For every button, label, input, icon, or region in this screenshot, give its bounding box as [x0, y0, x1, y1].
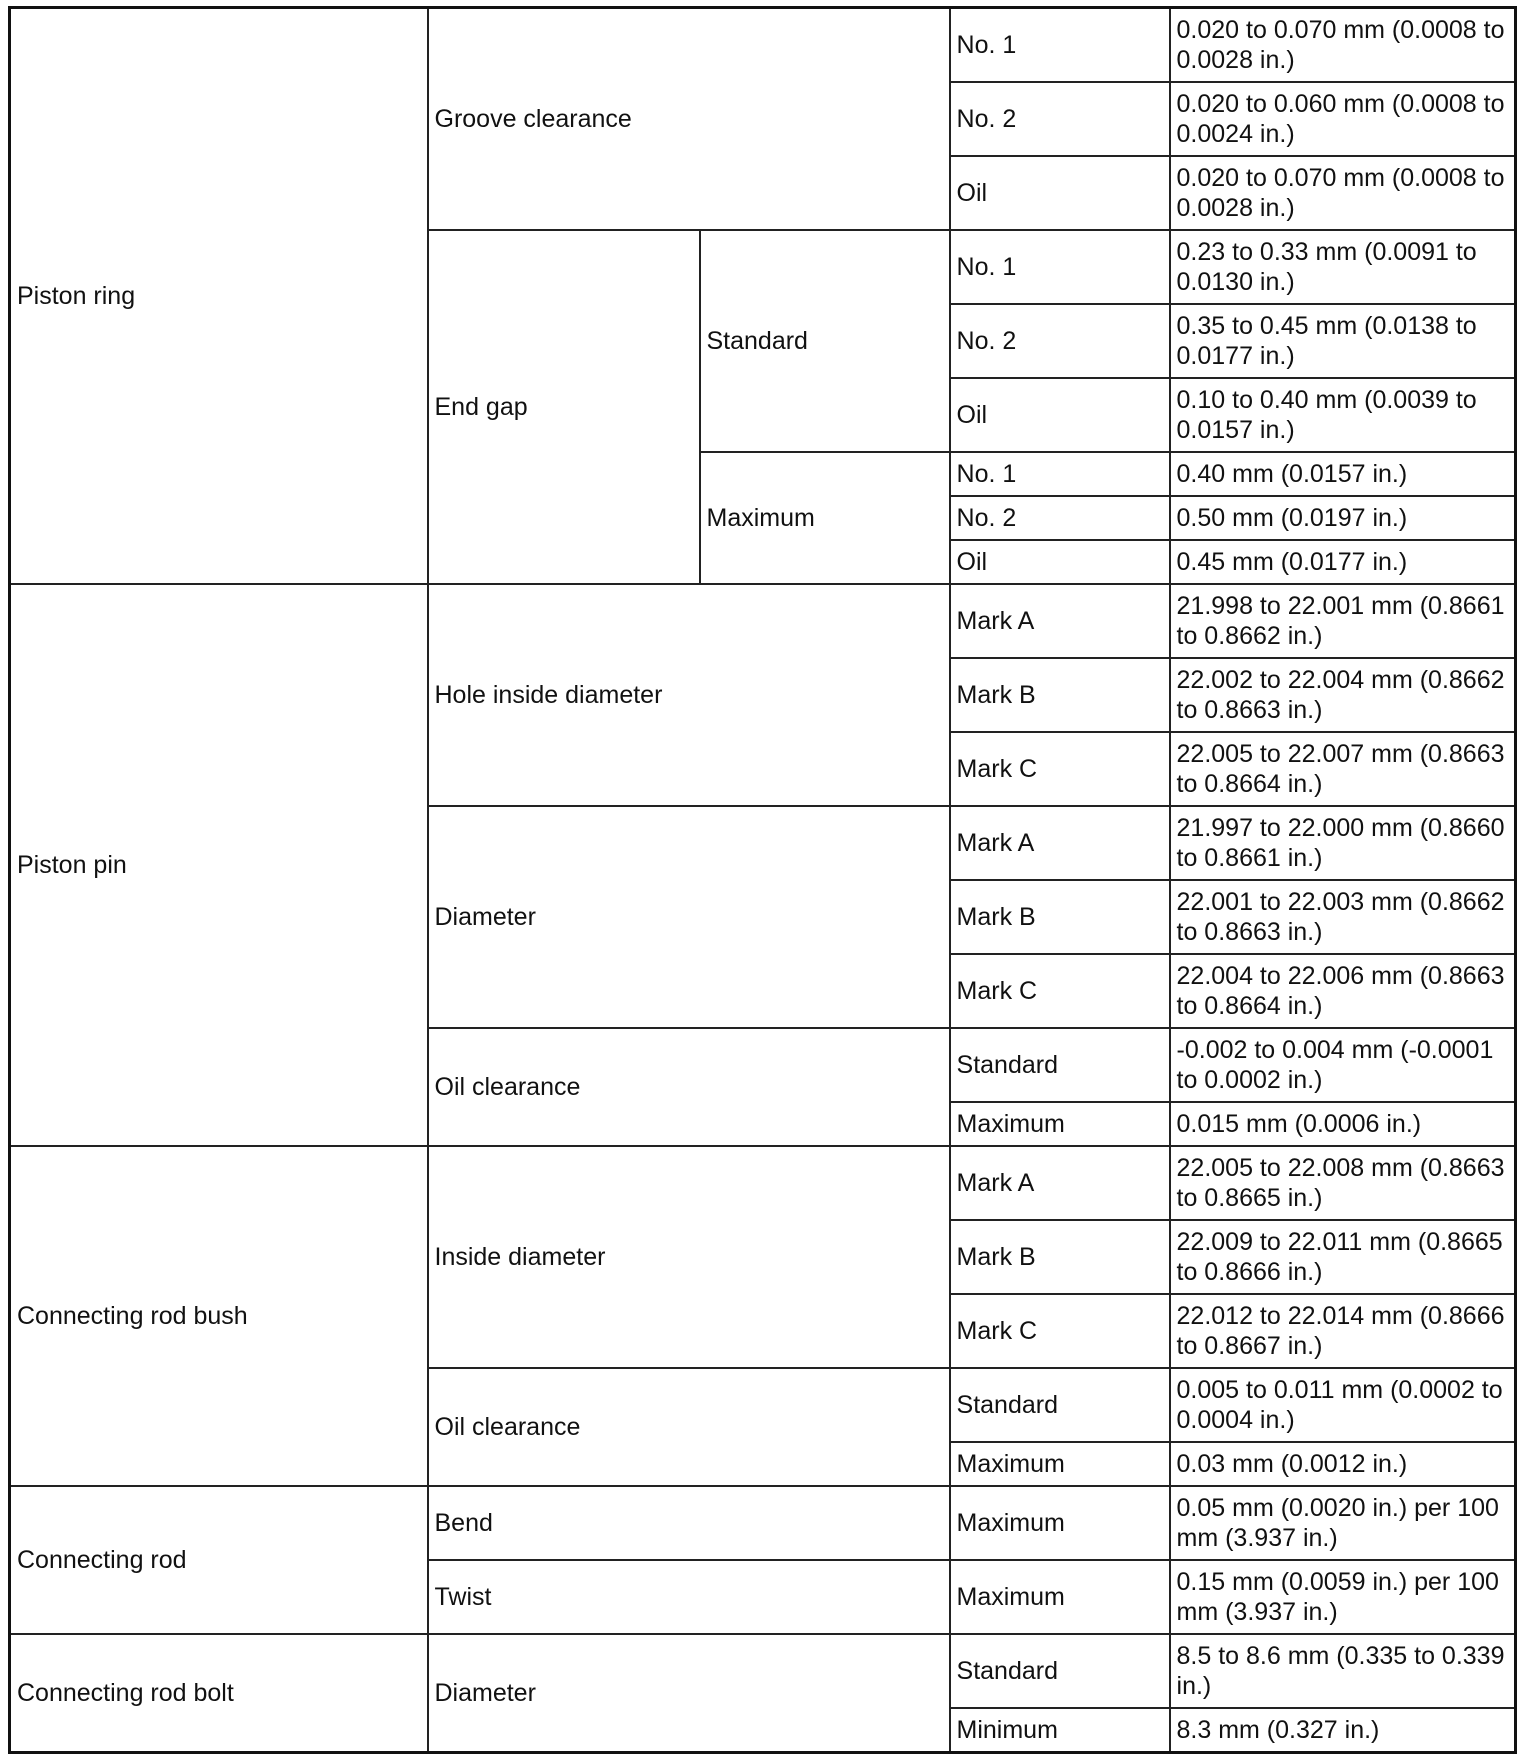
- value-cell: 0.020 to 0.060 mm (0.0008 to 0.0024 in.): [1170, 82, 1516, 156]
- key-cell: Standard: [950, 1368, 1170, 1442]
- value-cell: -0.002 to 0.004 mm (-0.0001 to 0.0002 in.): [1170, 1028, 1516, 1102]
- key-cell: Maximum: [950, 1102, 1170, 1146]
- value-cell: 0.015 mm (0.0006 in.): [1170, 1102, 1516, 1146]
- value-cell: 22.004 to 22.006 mm (0.8663 to 0.8664 in.): [1170, 954, 1516, 1028]
- key-cell: No. 1: [950, 230, 1170, 304]
- value-cell: 0.45 mm (0.0177 in.): [1170, 540, 1516, 584]
- value-cell: 0.005 to 0.011 mm (0.0002 to 0.0004 in.): [1170, 1368, 1516, 1442]
- value-cell: 0.35 to 0.45 mm (0.0138 to 0.0177 in.): [1170, 304, 1516, 378]
- key-cell: No. 2: [950, 82, 1170, 156]
- value-cell: 0.03 mm (0.0012 in.): [1170, 1442, 1516, 1486]
- key-cell: Mark C: [950, 732, 1170, 806]
- item-cell: Oil clearance: [428, 1368, 950, 1486]
- key-cell: Oil: [950, 540, 1170, 584]
- group-cell: Piston pin: [10, 584, 428, 1146]
- key-cell: No. 2: [950, 496, 1170, 540]
- item-cell: Groove clearance: [428, 8, 950, 231]
- item-cell: End gap: [428, 230, 700, 584]
- value-cell: 0.23 to 0.33 mm (0.0091 to 0.0130 in.): [1170, 230, 1516, 304]
- value-cell: 21.998 to 22.001 mm (0.8661 to 0.8662 in.): [1170, 584, 1516, 658]
- table-row: [10, 584, 1516, 658]
- value-cell: 0.020 to 0.070 mm (0.0008 to 0.0028 in.): [1170, 8, 1516, 83]
- key-cell: Mark A: [950, 584, 1170, 658]
- item-cell: Twist: [428, 1560, 950, 1634]
- key-cell: Standard: [950, 1028, 1170, 1102]
- key-cell: Mark B: [950, 880, 1170, 954]
- value-cell: 21.997 to 22.000 mm (0.8660 to 0.8661 in.): [1170, 806, 1516, 880]
- group-cell: Piston ring: [10, 8, 428, 585]
- key-cell: Mark B: [950, 1220, 1170, 1294]
- table-row: [10, 8, 1516, 83]
- group-cell: Connecting rod bolt: [10, 1634, 428, 1753]
- key-cell: Minimum: [950, 1708, 1170, 1753]
- value-cell: 0.10 to 0.40 mm (0.0039 to 0.0157 in.): [1170, 378, 1516, 452]
- value-cell: 0.05 mm (0.0020 in.) per 100 mm (3.937 in.): [1170, 1486, 1516, 1560]
- key-cell: Mark C: [950, 954, 1170, 1028]
- key-cell: Mark B: [950, 658, 1170, 732]
- key-cell: Oil: [950, 378, 1170, 452]
- table-row: [10, 1146, 1516, 1220]
- value-cell: 22.001 to 22.003 mm (0.8662 to 0.8663 in.): [1170, 880, 1516, 954]
- value-cell: 0.40 mm (0.0157 in.): [1170, 452, 1516, 496]
- value-cell: 22.012 to 22.014 mm (0.8666 to 0.8667 in.): [1170, 1294, 1516, 1368]
- item-cell: Diameter: [428, 806, 950, 1028]
- table-row: [10, 1486, 1516, 1560]
- spec-table-container: [8, 6, 1517, 1754]
- key-cell: Maximum: [950, 1486, 1170, 1560]
- spec-table: [8, 6, 1517, 1754]
- key-cell: Mark C: [950, 1294, 1170, 1368]
- table-row: [10, 1634, 1516, 1708]
- group-cell: Connecting rod bush: [10, 1146, 428, 1486]
- key-cell: Mark A: [950, 806, 1170, 880]
- item-cell: Bend: [428, 1486, 950, 1560]
- value-cell: 0.50 mm (0.0197 in.): [1170, 496, 1516, 540]
- item-cell: Oil clearance: [428, 1028, 950, 1146]
- value-cell: 22.002 to 22.004 mm (0.8662 to 0.8663 in.): [1170, 658, 1516, 732]
- subitem-cell: Standard: [700, 230, 950, 452]
- item-cell: Hole inside diameter: [428, 584, 950, 806]
- key-cell: Standard: [950, 1634, 1170, 1708]
- value-cell: 22.005 to 22.007 mm (0.8663 to 0.8664 in.): [1170, 732, 1516, 806]
- key-cell: Oil: [950, 156, 1170, 230]
- key-cell: No. 2: [950, 304, 1170, 378]
- key-cell: Mark A: [950, 1146, 1170, 1220]
- key-cell: No. 1: [950, 8, 1170, 83]
- value-cell: 0.020 to 0.070 mm (0.0008 to 0.0028 in.): [1170, 156, 1516, 230]
- key-cell: Maximum: [950, 1560, 1170, 1634]
- key-cell: No. 1: [950, 452, 1170, 496]
- value-cell: 0.15 mm (0.0059 in.) per 100 mm (3.937 in.): [1170, 1560, 1516, 1634]
- subitem-cell: Maximum: [700, 452, 950, 584]
- value-cell: 8.5 to 8.6 mm (0.335 to 0.339 in.): [1170, 1634, 1516, 1708]
- group-cell: Connecting rod: [10, 1486, 428, 1634]
- value-cell: 8.3 mm (0.327 in.): [1170, 1708, 1516, 1753]
- item-cell: Inside diameter: [428, 1146, 950, 1368]
- key-cell: Maximum: [950, 1442, 1170, 1486]
- value-cell: 22.009 to 22.011 mm (0.8665 to 0.8666 in.): [1170, 1220, 1516, 1294]
- value-cell: 22.005 to 22.008 mm (0.8663 to 0.8665 in.): [1170, 1146, 1516, 1220]
- item-cell: Diameter: [428, 1634, 950, 1753]
